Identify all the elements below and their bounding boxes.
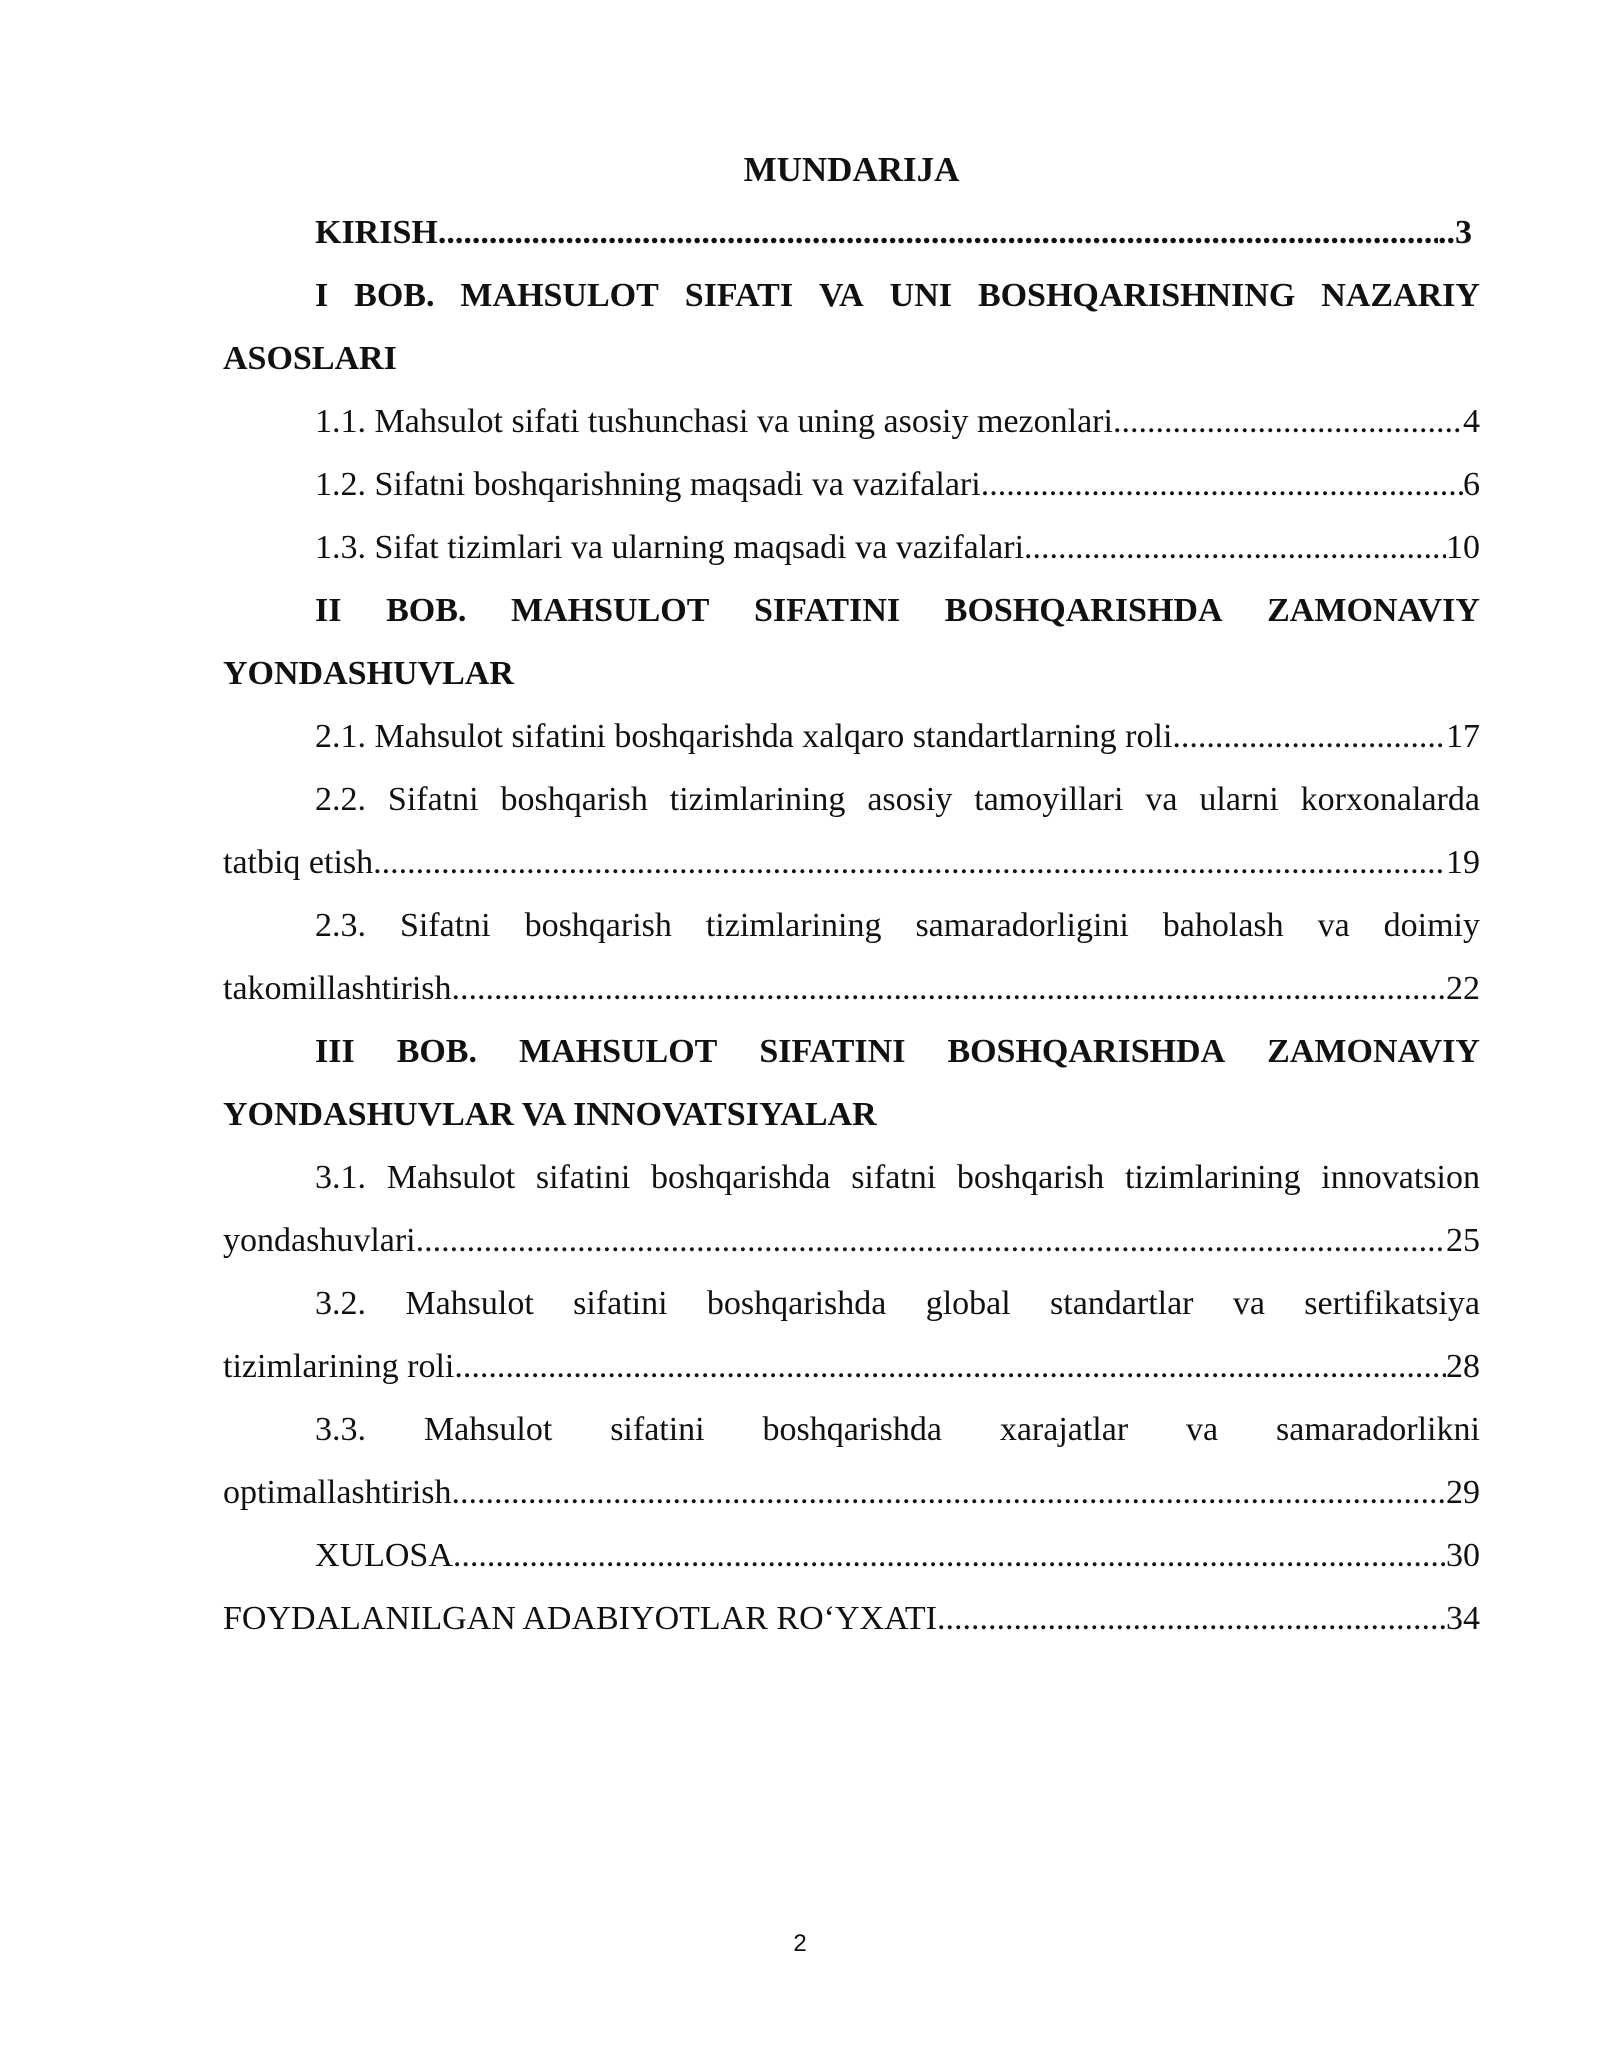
toc-entry-1-2[interactable]: [223, 453, 1480, 516]
dot-leader: [438, 201, 1438, 264]
toc-entry-3-2-line2[interactable]: [223, 1335, 1480, 1398]
justified-word: 2.2.: [315, 781, 366, 818]
justified-word: va: [1186, 1411, 1219, 1448]
justified-word: ZAMONAVIY: [1267, 592, 1480, 629]
chapter-1-heading-line1[interactable]: [223, 264, 1480, 327]
toc-entry-label: takomillashtirish: [223, 970, 452, 1007]
justified-word: sifatini: [610, 1411, 705, 1448]
dot-leader: [981, 453, 1463, 516]
justified-word: sifatini: [573, 1285, 668, 1322]
justified-word: sifatni: [851, 1159, 937, 1196]
chapter-2-heading-line1[interactable]: [223, 579, 1480, 642]
dot-leader: [1172, 705, 1446, 768]
justified-word: UNI: [889, 277, 952, 314]
justified-word: MAHSULOT: [511, 592, 710, 629]
toc-entry-3-3-line1[interactable]: [223, 1398, 1480, 1461]
dot-leader: [453, 1524, 1446, 1587]
justified-word: Mahsulot: [423, 1411, 553, 1448]
justified-word: standartlar: [1050, 1285, 1194, 1322]
justified-word: 3.2.: [315, 1285, 366, 1322]
toc-entry-label: 1.1. Mahsulot sifati tushunchasi va uning asosiy mezonlari: [315, 403, 1113, 440]
justified-word: SIFATINI: [754, 592, 901, 629]
chapter-3-heading-line1[interactable]: [223, 1020, 1480, 1083]
justified-word: samaradorligini: [915, 907, 1129, 944]
justified-word: boshqarishda: [651, 1159, 831, 1196]
toc-entry-label: tizimlarining roli: [223, 1348, 455, 1385]
justified-word: va: [1145, 781, 1178, 818]
justified-word: I: [315, 277, 329, 314]
justified-word: va: [1317, 907, 1350, 944]
justified-word: ularni: [1199, 781, 1279, 818]
justified-word: BOB.: [386, 592, 467, 629]
justified-word: xarajatlar: [999, 1411, 1129, 1448]
justified-word: III: [315, 1033, 355, 1070]
table-of-contents: [223, 138, 1480, 1650]
toc-entry-label: yondashuvlari: [223, 1222, 416, 1259]
justified-word: tamoyillari: [974, 781, 1124, 818]
justified-word: innovatsion: [1321, 1159, 1480, 1196]
justified-word: Mahsulot: [405, 1285, 534, 1322]
chapter-2-heading-line2: YONDASHUVLAR: [223, 655, 514, 692]
justified-word: II: [315, 592, 342, 629]
justified-word: SIFATINI: [759, 1033, 906, 1070]
justified-word: SIFATI: [684, 277, 794, 314]
justified-word: BOSHQARISHNING: [977, 277, 1296, 314]
toc-entry-3-3-line2[interactable]: [223, 1461, 1480, 1524]
page-number: 2: [793, 1930, 807, 1957]
toc-entry-2-3-line2[interactable]: [223, 957, 1480, 1020]
toc-entry-2-2-line1[interactable]: [223, 768, 1480, 831]
justified-word: BOSHQARISHDA: [944, 592, 1223, 629]
toc-page-number: ..3: [1438, 214, 1472, 251]
justified-word: MAHSULOT: [518, 1033, 718, 1070]
justified-word: VA: [818, 277, 864, 314]
toc-page-number: 10: [1446, 529, 1480, 566]
dot-leader: [452, 1461, 1446, 1524]
toc-entry-label: 2.1. Mahsulot sifatini boshqarishda xalqaro standartlarning roli: [315, 718, 1173, 755]
justified-word: baholash: [1162, 907, 1284, 944]
justified-word: BOSHQARISHDA: [947, 1033, 1226, 1070]
toc-entry-label: 1.2. Sifatni boshqarishning maqsadi va vazifalari: [315, 466, 981, 503]
toc-entry-kirish[interactable]: [223, 201, 1480, 264]
toc-page-number: 17: [1446, 718, 1480, 755]
dot-leader: [373, 831, 1446, 894]
chapter-3-heading-line2: YONDASHUVLAR VA INNOVATSIYALAR: [223, 1096, 877, 1133]
justified-word: tizimlarining: [705, 907, 882, 944]
toc-page-number: 6: [1463, 466, 1480, 503]
justified-word: sifatini: [535, 1159, 631, 1196]
toc-page-number: 34: [1446, 1600, 1480, 1637]
toc-entry-label: tatbiq etish: [223, 844, 374, 881]
toc-entry-2-3-line1[interactable]: [223, 894, 1480, 957]
justified-word: korxonalarda: [1300, 781, 1480, 818]
toc-page-number: 4: [1463, 403, 1480, 440]
justified-word: boshqarish: [956, 1159, 1105, 1196]
justified-word: boshqarishda: [706, 1285, 887, 1322]
dot-leader: [416, 1209, 1446, 1272]
toc-entry-label: FOYDALANILGAN ADABIYOTLAR RO‘YXATI: [223, 1600, 937, 1637]
toc-entry-3-2-line1[interactable]: [223, 1272, 1480, 1335]
justified-word: global: [925, 1285, 1011, 1322]
justified-word: BOB.: [354, 277, 435, 314]
justified-word: asosiy: [867, 781, 953, 818]
toc-entry-label: XULOSA: [315, 1537, 453, 1574]
justified-word: boshqarish: [524, 907, 672, 944]
toc-page-number: 28: [1446, 1348, 1480, 1385]
justified-word: tizimlarining: [669, 781, 846, 818]
dot-leader: [452, 957, 1446, 1020]
justified-word: Sifatni: [387, 781, 479, 818]
dot-leader: [454, 1335, 1446, 1398]
dot-leader: [1113, 390, 1463, 453]
justified-word: 3.3.: [315, 1411, 366, 1448]
justified-word: sertifikatsiya: [1304, 1285, 1480, 1322]
justified-word: 2.3.: [315, 907, 366, 944]
toc-entry-3-1-line1[interactable]: [223, 1146, 1480, 1209]
dot-leader: [937, 1587, 1446, 1650]
toc-entry-label: 1.3. Sifat tizimlari va ularning maqsadi va vazifalari: [315, 529, 1025, 566]
justified-word: va: [1232, 1285, 1265, 1322]
toc-page-number: 19: [1446, 844, 1480, 881]
justified-word: samaradorlikni: [1276, 1411, 1480, 1448]
toc-entry-xulosa[interactable]: [223, 1524, 1480, 1587]
toc-entry-label: KIRISH: [315, 214, 438, 251]
toc-entry-label: optimallashtirish: [223, 1474, 452, 1511]
chapter-1-heading-line2: ASOSLARI: [223, 340, 397, 377]
toc-entry-2-1[interactable]: [223, 705, 1480, 768]
justified-word: boshqarish: [500, 781, 648, 818]
toc-page-number: 22: [1446, 970, 1480, 1007]
justified-word: boshqarishda: [762, 1411, 942, 1448]
toc-page-number: 30: [1446, 1537, 1480, 1574]
dot-leader: [1024, 516, 1446, 579]
justified-word: doimiy: [1383, 907, 1480, 944]
toc-entry-references[interactable]: [223, 1587, 1480, 1650]
toc-entry-2-2-line2[interactable]: [223, 831, 1480, 894]
justified-word: ZAMONAVIY: [1267, 1033, 1480, 1070]
toc-page-number: 29: [1446, 1474, 1480, 1511]
toc-entry-1-3[interactable]: [223, 516, 1480, 579]
justified-word: BOB.: [396, 1033, 477, 1070]
toc-page-number: 25: [1446, 1222, 1480, 1259]
justified-word: NAZARIY: [1321, 277, 1480, 314]
toc-entry-1-1[interactable]: [223, 390, 1480, 453]
toc-entry-3-1-line2[interactable]: [223, 1209, 1480, 1272]
justified-word: MAHSULOT: [460, 277, 659, 314]
justified-word: Sifatni: [399, 907, 491, 944]
justified-word: 3.1.: [315, 1159, 366, 1196]
page-title: MUNDARIJA: [743, 150, 960, 189]
justified-word: tizimlarining: [1124, 1159, 1301, 1196]
justified-word: Mahsulot: [386, 1159, 516, 1196]
